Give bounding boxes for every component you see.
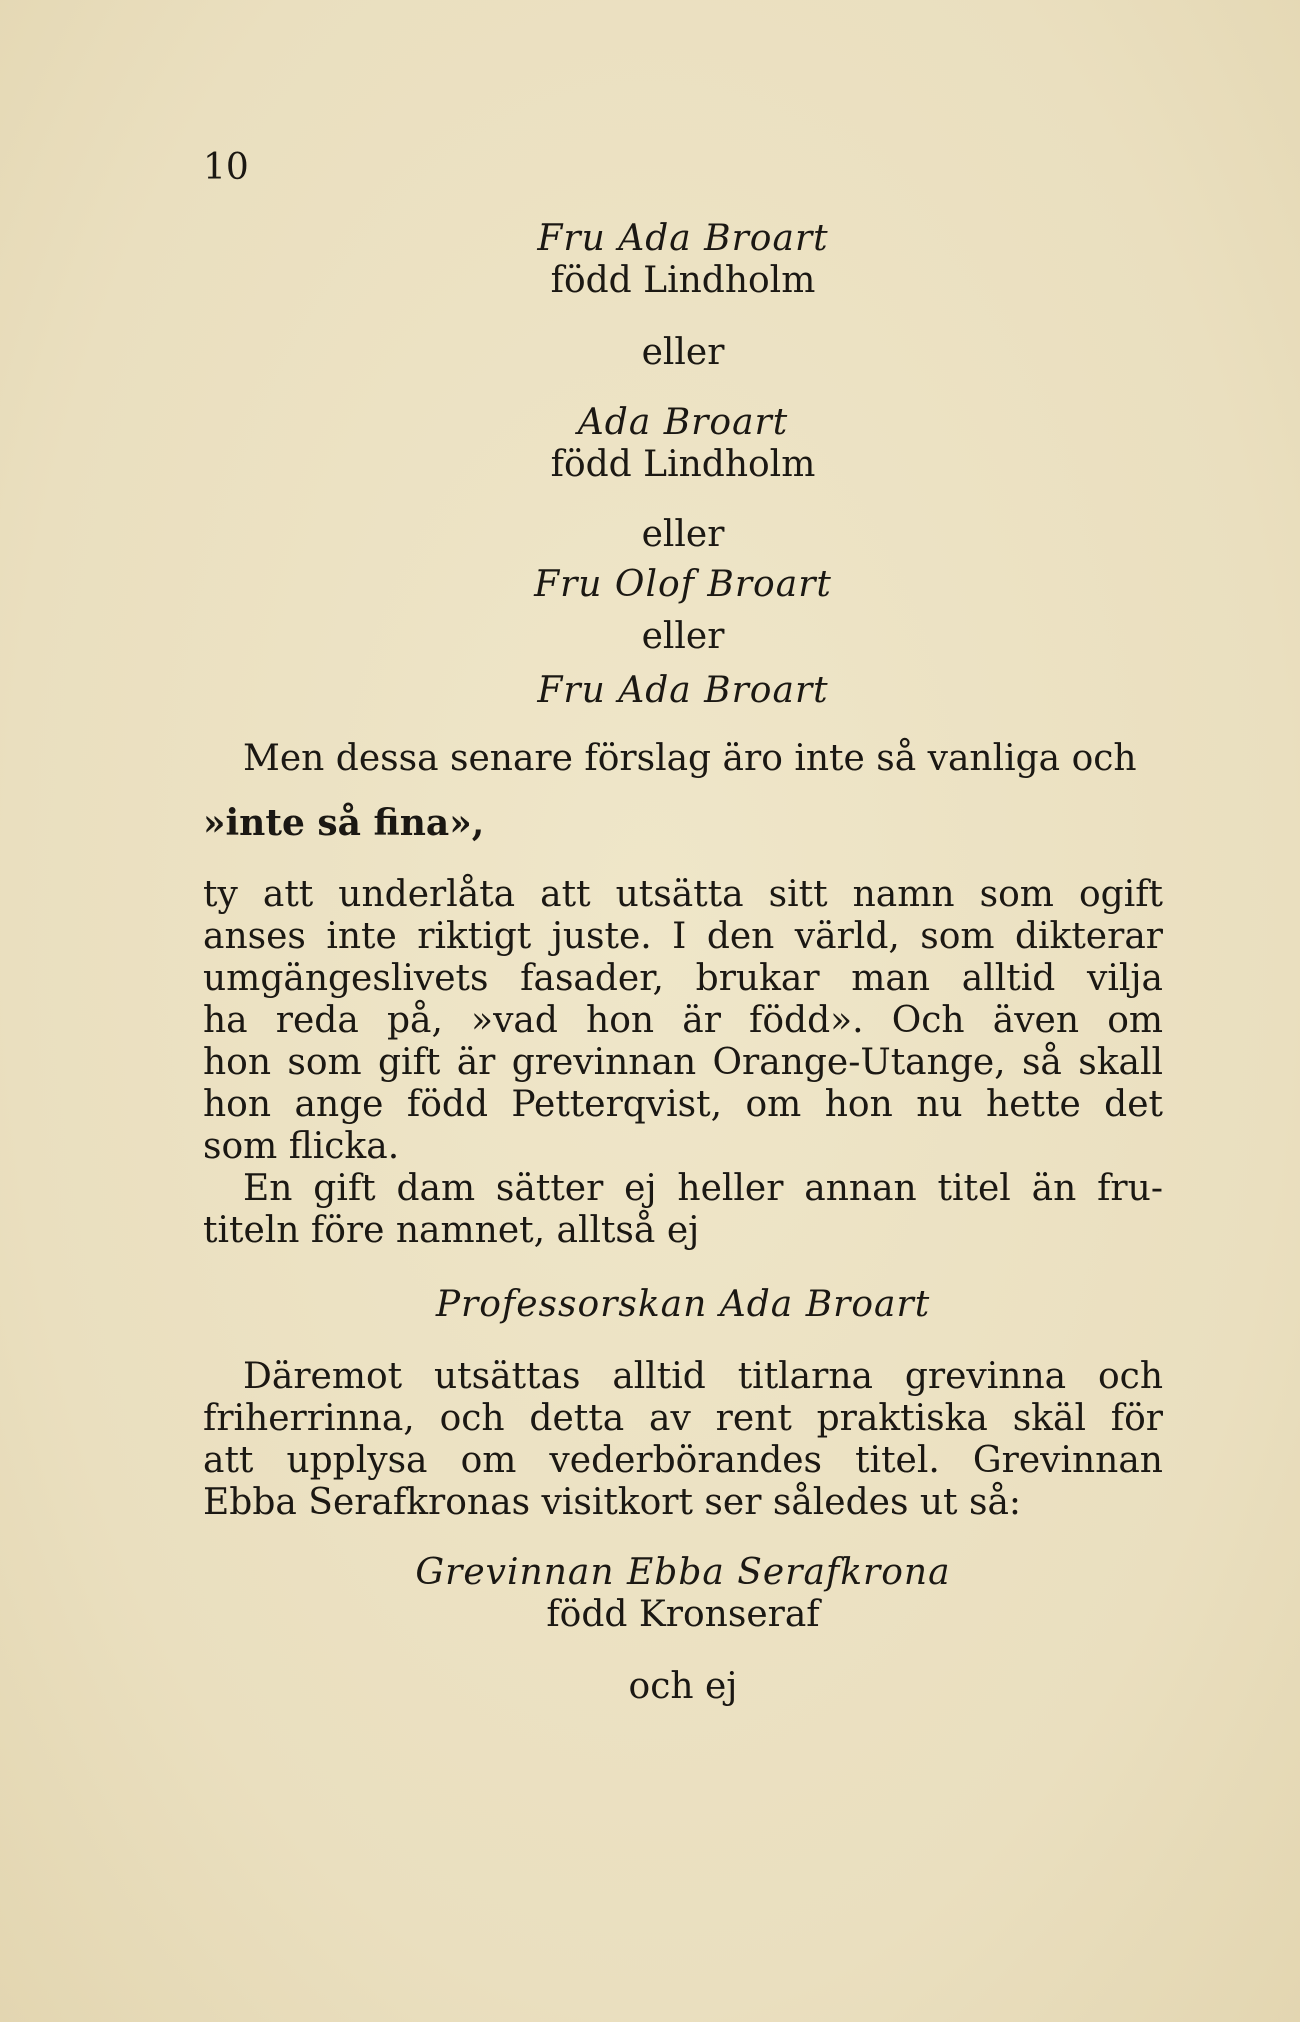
paragraph-2-line: ha reda på, »vad hon är född». Och även om	[203, 1000, 1163, 1041]
separator-eller-3: eller	[641, 616, 725, 657]
separator-eller-2: eller	[641, 514, 725, 555]
paragraph-3-line: En gift dam sätter ej heller annan titel än fru-	[243, 1168, 1163, 1209]
example-name-4: Fru Ada Broart	[537, 670, 829, 711]
example-name-2: Ada Broart	[577, 402, 789, 443]
name-examples	[203, 218, 1163, 712]
paragraph-2-line: hon ange född Petterqvist, om hon nu hette det	[203, 1084, 1163, 1125]
paragraph-4-line: friherrinna, och detta av rent praktiska skäl för	[203, 1398, 1163, 1439]
paragraph-4-line: Ebba Serafkronas visitkort ser således ut så:	[203, 1482, 1022, 1523]
page-number: 10	[203, 147, 249, 188]
example-name-1: Fru Ada Broart	[537, 218, 829, 259]
paragraph-2	[203, 874, 1163, 1168]
paragraph-3-line: titeln före namnet, alltså ej	[203, 1210, 700, 1251]
example-professorskan: Professorskan Ada Broart	[435, 1284, 931, 1325]
paragraph-2-line: anses inte riktigt juste. I den värld, som dikterar	[203, 916, 1163, 957]
example-born-2: född Lindholm	[550, 444, 816, 485]
example-born-1: född Lindholm	[550, 260, 816, 301]
paragraph-2-line: umgängeslivets fasader, brukar man alltid vilja	[203, 958, 1163, 999]
text-body	[203, 218, 1163, 1708]
paragraph-2-line: som flicka.	[203, 1126, 400, 1167]
example-name-3: Fru Olof Broart	[534, 564, 832, 605]
paragraph-2-line: hon som gift är grevinnan Orange-Utange, så skall	[203, 1042, 1163, 1083]
paragraph-1: Men dessa senare förslag äro inte så vanliga och	[243, 738, 1137, 779]
example-grevinnan-born: född Kronseraf	[546, 1594, 820, 1635]
closing-line: och ej	[628, 1666, 738, 1707]
paragraph-3	[203, 1168, 1163, 1252]
paragraph-4-line: att upplysa om vederbörandes titel. Grevinnan	[203, 1440, 1163, 1481]
example-grevinnan-name: Grevinnan Ebba Serafkrona	[415, 1552, 951, 1593]
example-grevinnan	[203, 1552, 1163, 1636]
paragraph-2-line: ty att underlåta att utsätta sitt namn som ogift	[203, 874, 1163, 915]
paragraph-4-line: Däremot utsättas alltid titlarna grevinna och	[243, 1356, 1163, 1397]
separator-eller-1: eller	[641, 332, 725, 373]
emphasis-quote: »inte så fina»,	[203, 802, 485, 844]
paragraph-4	[203, 1356, 1163, 1524]
